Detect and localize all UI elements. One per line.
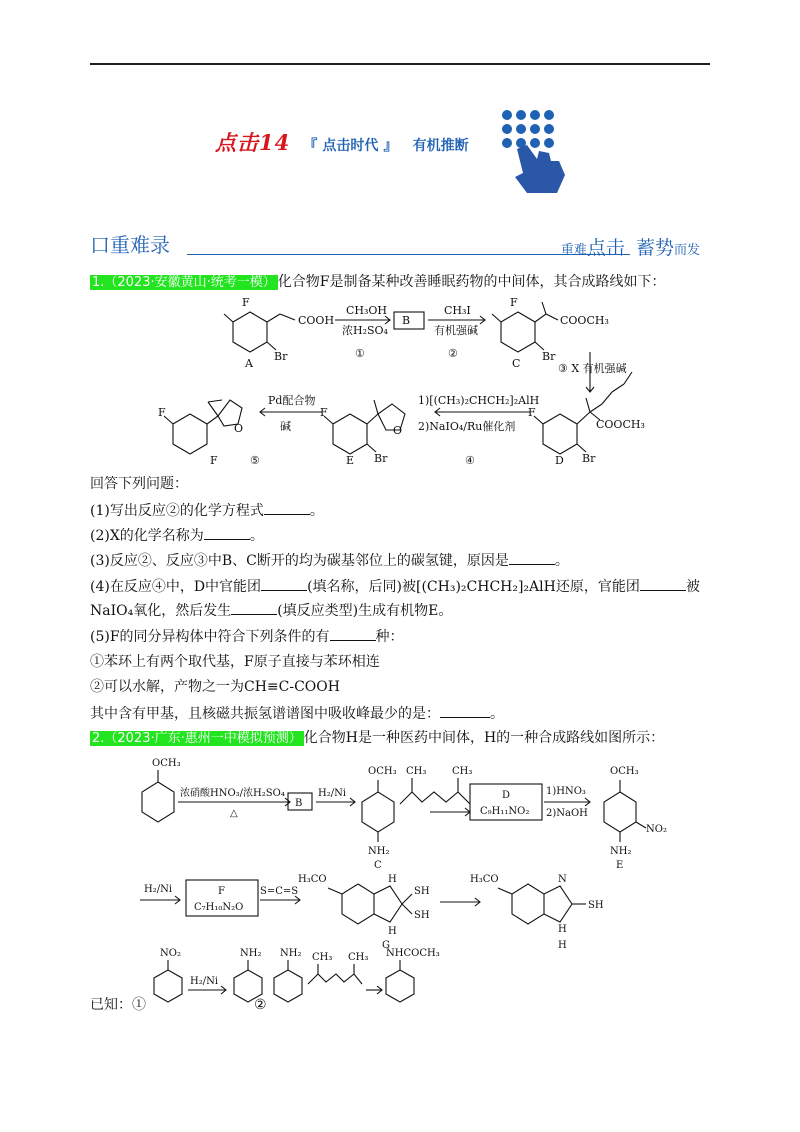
q1-atom-Br-A: Br	[274, 350, 288, 363]
banner	[215, 127, 469, 157]
q2-r1: 浓硝酸HNO₃/浓H₂SO₄	[180, 788, 285, 799]
q1-item-4-text-d: NaIO₄氧化，然后发生	[90, 603, 232, 619]
q1-A-cooh: COOH	[298, 314, 335, 327]
q1-atom-O-F: O	[234, 422, 244, 435]
q1-r4-bottom: 2)NaIO₄/Ru催化剂	[418, 420, 516, 433]
q1-condition-1: ①苯环上有两个取代基，F原子直接与苯环相连	[90, 654, 380, 670]
q1-atom-O-E: O	[393, 424, 403, 437]
q2-known-label	[90, 995, 146, 1015]
q2-label-G: G	[382, 940, 390, 951]
banner-bracket-open: 『	[303, 138, 318, 154]
q2-h3co-G: H₃CO	[298, 874, 327, 885]
q1-r5-num: ⑤	[250, 454, 260, 467]
q1-period: 。	[554, 553, 569, 569]
q1-label-D: D	[555, 454, 564, 467]
q2-known-ch3-b: CH₃	[348, 952, 369, 963]
answer-blank[interactable]	[231, 600, 277, 615]
q1-item-5-last	[90, 703, 504, 724]
q2-nh-G-top: H	[388, 874, 397, 885]
q1-r2-bottom: 有机强碱	[434, 324, 478, 337]
answer-blank[interactable]	[509, 550, 555, 565]
q1-item-5	[90, 626, 404, 647]
banner-subtitle: 有机推断	[412, 138, 469, 154]
q2-nh2-E: NH₂	[610, 846, 632, 857]
q1-item-1-text: (1)写出反应②的化学方程式	[90, 503, 264, 519]
q2-ocH3-1: OCH₃	[152, 758, 181, 769]
banner-topic: 点击时代	[322, 138, 379, 154]
q2-known-nh2-2: NH₂	[280, 948, 302, 959]
q1-item-4-text: (4)在反应④中，D中官能团	[90, 579, 262, 595]
q2-ocH3-E: OCH₃	[610, 766, 639, 777]
q2-sh-G-2: SH	[414, 910, 430, 921]
q1-item-4-text-c: 被	[685, 579, 700, 595]
q2-ch3-a: CH₃	[406, 766, 427, 777]
q2-label-E: E	[616, 860, 624, 871]
q2-ocH3-C: OCH₃	[368, 766, 397, 777]
q2-sh-H: SH	[588, 900, 604, 911]
q1-item-2	[90, 525, 264, 546]
q2-known-label-2: ②	[254, 997, 267, 1013]
q1-r5-top: Pd配合物	[268, 394, 316, 407]
q1-item-4b	[90, 600, 452, 621]
q1-condition-2: ②可以水解，产物之一为CH≡C-COOH	[90, 679, 340, 695]
q2-known-nhcoch3: NHCOCH₃	[386, 948, 440, 959]
slogan-big-2: 蓄势	[635, 237, 674, 259]
q2-known-text: 已知：①	[90, 997, 146, 1013]
q2-ch3-b: CH₃	[452, 766, 473, 777]
q2-synthesis-scheme	[130, 752, 690, 1022]
q1-atom-Br-C: Br	[542, 350, 556, 363]
answer-blank[interactable]	[261, 576, 307, 591]
q1-period: 。	[490, 706, 504, 722]
q2-delta: △	[230, 808, 238, 819]
q2-nh2-C: NH₂	[368, 846, 390, 857]
q2-h3co-H: H₃CO	[470, 874, 499, 885]
q2-F-formula: C₇H₁₀N₂O	[194, 902, 244, 913]
slogan-small-1: 重难	[560, 243, 587, 258]
q1-item-3	[90, 550, 569, 571]
q1-item-5-text: (5)F的同分异构体中符合下列条件的有	[90, 629, 330, 645]
q1-period: 。	[249, 528, 264, 544]
q1-atom-F-A: F	[242, 296, 250, 309]
q2-h2ni-1: H₂/Ni	[318, 788, 347, 799]
q1-r5-bottom: 碱	[280, 420, 291, 433]
q2-d1: 1)HNO₃	[546, 786, 586, 797]
q1-intro: 化合物F是制备某种改善睡眠药物的中间体，其合成路线如下：	[277, 274, 666, 290]
answer-blank[interactable]	[204, 525, 250, 540]
click-hand-icon	[493, 105, 573, 195]
q1-r3: ③ X 有机强碱	[558, 362, 627, 375]
q1-item-5-last-text: 其中含有甲基，且核磁共振氢谱谱图中吸收峰最少的是：	[90, 706, 440, 722]
q1-label-C: C	[512, 357, 521, 370]
q1-atom-Br-D: Br	[582, 452, 596, 465]
q1-label-A: A	[245, 357, 253, 370]
q1-synthesis-scheme	[150, 292, 690, 472]
q2-label-H: H	[558, 940, 567, 951]
section-title: 口重难录	[90, 233, 170, 257]
q2-no2-E: NO₂	[646, 824, 667, 835]
q1-atom-F-F: F	[158, 406, 166, 419]
q2-cs2: S=C=S	[260, 886, 299, 897]
answer-blank[interactable]	[640, 576, 686, 591]
q1-atom-Br-E: Br	[374, 452, 388, 465]
q1-item-4-text-b: (填名称，后同)被[(CH₃)₂CHCH₂]₂AlH还原，官能团	[307, 579, 640, 595]
q1-item-4-text-e: (填反应类型)生成有机物E。	[277, 603, 453, 619]
q2-sh-G-1: SH	[414, 886, 430, 897]
answer-blank[interactable]	[440, 703, 490, 718]
q2-n-H: N	[558, 874, 567, 885]
q1-r2-top: CH₃I	[444, 304, 471, 317]
q1-r1-num: ①	[355, 347, 365, 360]
q1-item-4a	[90, 576, 700, 597]
q2-known-no2: NO₂	[160, 948, 181, 959]
q2-label-B: B	[295, 798, 303, 809]
slogan-small-2: 而发	[673, 243, 700, 258]
q2-d2: 2)NaOH	[546, 808, 588, 819]
q1-atom-F-D: F	[528, 406, 536, 419]
q2-nh-G-bottom: H	[388, 926, 397, 937]
q1-item-3-text: (3)反应②、反应③中B、C断开的均为碳基邻位上的碳氢键，原因是	[90, 553, 509, 569]
q2-label-F: F	[218, 886, 225, 897]
q1-item-5-text-b: 种：	[375, 629, 404, 645]
q1-item-1	[90, 500, 324, 521]
q2-intro: 化合物H是一种医药中间体，H的一种合成路线如图所示：	[303, 730, 665, 746]
q1-source-tag: 1.（2023·安徽黄山·统考一模）	[92, 275, 276, 290]
q2-known-h2ni: H₂/Ni	[190, 976, 219, 987]
q2-known-ch3-a: CH₃	[312, 952, 333, 963]
q1-r4-num: ④	[465, 454, 475, 467]
q1-r1-top: CH₃OH	[346, 304, 388, 317]
q1-period: 。	[309, 503, 324, 519]
answer-blank[interactable]	[264, 500, 310, 515]
banner-bracket-close: 』	[383, 138, 398, 154]
q1-r4-top: 1)[(CH₃)₂CHCH₂]₂AlH	[418, 394, 540, 407]
top-rule	[90, 63, 710, 65]
q2-D-formula: C₉H₁₁NO₂	[480, 806, 530, 817]
q2-source-tag: 2.（2023·广东·惠州一中模拟预测）	[92, 731, 302, 746]
q1-label-E: E	[346, 454, 355, 467]
q2-label-D: D	[502, 790, 511, 801]
q1-label-F: F	[210, 454, 218, 467]
q2-label-C: C	[374, 860, 382, 871]
q1-prompt: 回答下列问题：	[90, 476, 188, 492]
q1-label-B: B	[402, 314, 411, 327]
q1-r1-bottom: 浓H₂SO₄	[342, 324, 388, 337]
q2-known-nh2-1: NH₂	[240, 948, 262, 959]
q1-r2-num: ②	[448, 347, 458, 360]
q2-header	[90, 728, 664, 749]
answer-blank[interactable]	[330, 626, 376, 641]
slogan-big-1: 点击	[586, 237, 625, 259]
q2-nh-H: H	[558, 924, 567, 935]
banner-brand: 点击14	[215, 130, 291, 155]
section-header	[90, 229, 710, 259]
q1-D-ester: COOCH₃	[596, 418, 645, 431]
q1-C-ester: COOCH₃	[560, 314, 609, 327]
section-slogan	[561, 233, 700, 260]
q1-atom-F-C: F	[510, 296, 518, 309]
q1-item-2-text: (2)X的化学名称为	[90, 528, 204, 544]
q2-h2ni-2: H₂/Ni	[144, 884, 173, 895]
q1-atom-F-E: F	[320, 406, 328, 419]
q1-header	[90, 272, 665, 293]
